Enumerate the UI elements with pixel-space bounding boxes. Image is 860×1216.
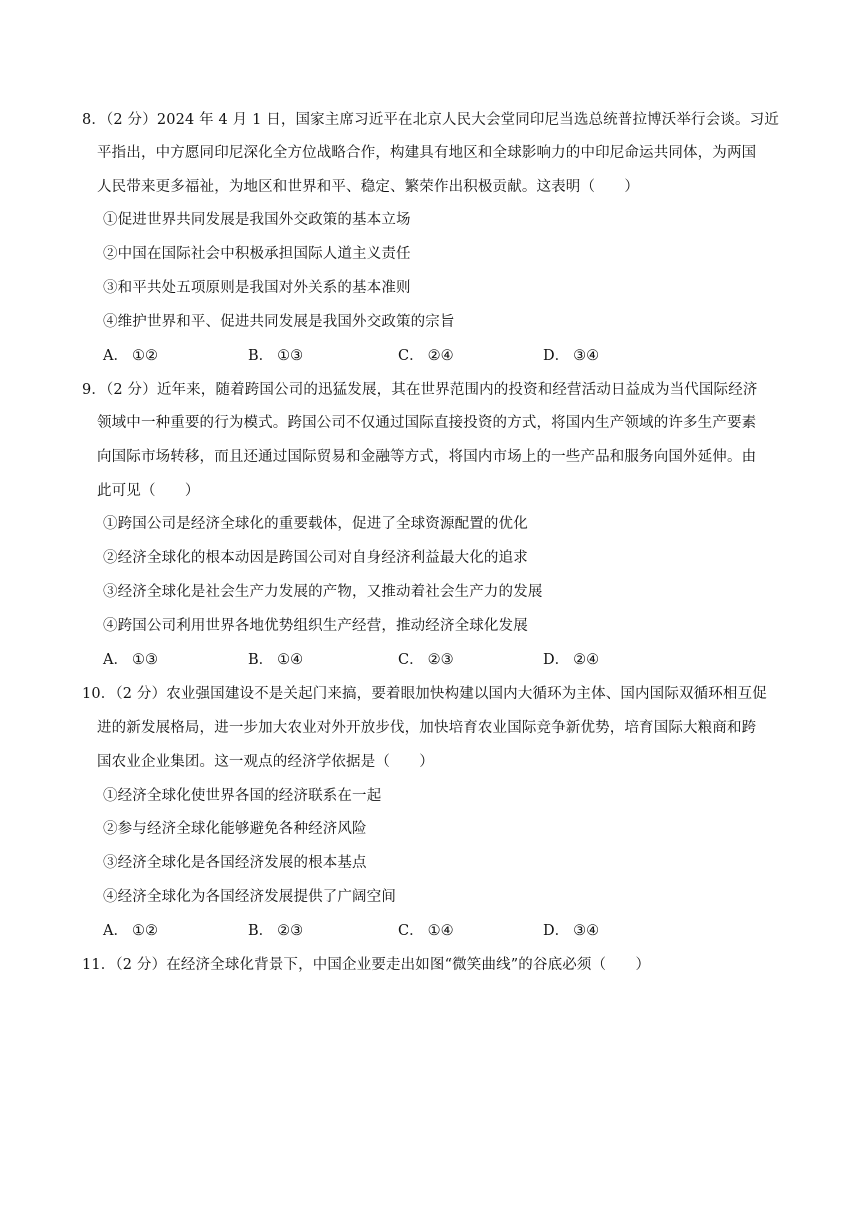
option-text: ①③ [131, 652, 158, 668]
question-10-statement-3: ③经济全球化是各国经济发展的根本基点 [103, 855, 367, 871]
option-label: C． [398, 348, 424, 364]
option-label: C． [398, 923, 424, 939]
question-10-option-d [543, 921, 599, 941]
question-9-stem-line-2: 领域中一种重要的行为模式。跨国公司不仅通过国际直接投资的方式，将国内生产领域的许多生产要素 [97, 415, 757, 431]
option-text: ①③ [277, 348, 304, 364]
option-label: B． [248, 652, 274, 668]
question-9-statement-2: ②经济全球化的根本动因是跨国公司对自身经济利益最大化的追求 [103, 550, 528, 566]
option-text: ③④ [573, 348, 600, 364]
question-8-option-c [398, 346, 454, 366]
question-8-statement-1: ①促进世界共同发展是我国外交政策的基本立场 [103, 212, 411, 228]
question-10-stem-line-2: 进的新发展格局，进一步加大农业对外开放步伐，加快培育农业国际竞争新优势，培育国际大粮商和跨 [97, 720, 757, 736]
question-10-option-c [398, 921, 454, 941]
option-label: B． [248, 348, 274, 364]
question-10-option-a [103, 921, 158, 941]
question-10-statement-1: ①经济全球化使世界各国的经济联系在一起 [103, 788, 382, 804]
option-text: ①④ [277, 652, 304, 668]
option-text: ②④ [427, 348, 454, 364]
question-9-stem-line-4: 此可见（ ） [97, 483, 200, 499]
question-9-statement-4: ④跨国公司利用世界各地优势组织生产经营，推动经济全球化发展 [103, 618, 528, 634]
option-text: ③④ [573, 923, 600, 939]
option-text: ①④ [427, 923, 454, 939]
question-9-stem-line-1: 9．（2 分）近年来，随着跨国公司的迅猛发展，其在世界范围内的投资和经营活动日益成为当代国际经济 [82, 382, 758, 398]
option-label: D． [543, 652, 570, 668]
question-10-stem-line-1: 10．（2 分）农业强国建设不是关起门来搞，要着眼加快构建以国内大循环为主体、国内国际双循环相互促 [82, 686, 767, 702]
question-8-statement-3: ③和平共处五项原则是我国对外关系的基本准则 [103, 280, 411, 296]
option-text: ②③ [427, 652, 454, 668]
option-text: ②③ [277, 923, 304, 939]
question-9-statement-3: ③经济全球化是社会生产力发展的产物，又推动着社会生产力的发展 [103, 584, 543, 600]
option-text: ②④ [573, 652, 600, 668]
question-11-stem-line-1: 11．（2 分）在经济全球化背景下，中国企业要走出如图“微笑曲线”的谷底必须（ ） [82, 957, 651, 973]
question-8-option-d [543, 346, 599, 366]
option-label: C． [398, 652, 424, 668]
option-label: A． [103, 652, 128, 668]
question-8-option-b [248, 346, 303, 366]
question-8-option-a [103, 346, 158, 366]
option-text: ①② [131, 348, 158, 364]
question-10-stem-line-3: 国农业企业集团。这一观点的经济学依据是（ ） [97, 754, 434, 770]
question-10-option-b [248, 921, 303, 941]
option-label: A． [103, 923, 128, 939]
question-8-stem-line-3: 人民带来更多福祉，为地区和世界和平、稳定、繁荣作出积极贡献。这表明（ ） [97, 179, 640, 195]
question-9-option-d [543, 650, 599, 670]
question-8-stem-line-2: 平指出，中方愿同印尼深化全方位战略合作，构建具有地区和全球影响力的中印尼命运共同体，为两国 [97, 145, 757, 161]
question-9-option-b [248, 650, 303, 670]
question-8-statement-2: ②中国在国际社会中积极承担国际人道主义责任 [103, 246, 411, 262]
option-text: ①② [131, 923, 158, 939]
question-9-option-c [398, 650, 454, 670]
question-8-statement-4: ④维护世界和平、促进共同发展是我国外交政策的宗旨 [103, 314, 455, 330]
question-8-stem-line-1: 8．（2 分）2024 年 4 月 1 日，国家主席习近平在北京人民大会堂同印尼当选总统普拉博沃举行会谈。习近 [82, 112, 779, 128]
question-10-statement-2: ②参与经济全球化能够避免各种经济风险 [103, 821, 367, 837]
question-9-option-a [103, 650, 158, 670]
option-label: B． [248, 923, 274, 939]
option-label: D． [543, 923, 570, 939]
option-label: D． [543, 348, 570, 364]
option-label: A． [103, 348, 128, 364]
question-9-stem-line-3: 向国际市场转移，而且还通过国际贸易和金融等方式，将国内市场上的一些产品和服务向国外延伸。由 [97, 449, 757, 465]
question-10-statement-4: ④经济全球化为各国经济发展提供了广阔空间 [103, 889, 396, 905]
question-9-statement-1: ①跨国公司是经济全球化的重要载体，促进了全球资源配置的优化 [103, 516, 528, 532]
